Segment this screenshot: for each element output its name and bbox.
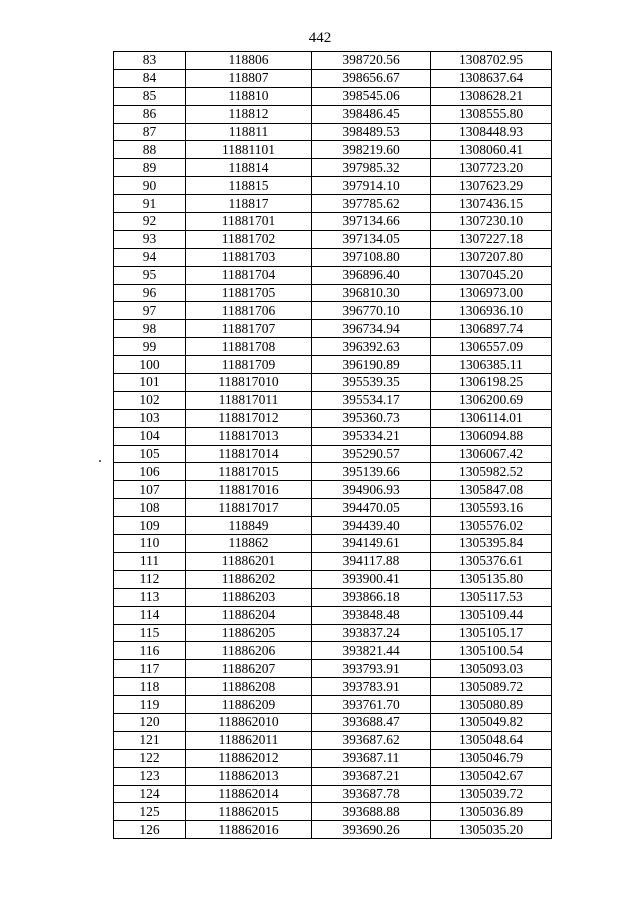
- coord-y-cell: 1306973.00: [431, 284, 552, 302]
- coord-y-cell: 1307723.20: [431, 159, 552, 177]
- point-id-cell: 11881706: [186, 302, 312, 320]
- row-index-cell: 100: [114, 356, 186, 374]
- table-row: [114, 731, 552, 749]
- coord-x-cell: 393848.48: [312, 606, 431, 624]
- row-index-cell: 102: [114, 391, 186, 409]
- point-id-cell: 118817012: [186, 409, 312, 427]
- table-row: [114, 463, 552, 481]
- row-index-cell: 108: [114, 499, 186, 517]
- table-row: [114, 69, 552, 87]
- coord-y-cell: 1306385.11: [431, 356, 552, 374]
- table-row: [114, 481, 552, 499]
- row-index-cell: 92: [114, 213, 186, 231]
- table-row: [114, 696, 552, 714]
- row-index-cell: 126: [114, 821, 186, 839]
- coord-x-cell: 393793.91: [312, 660, 431, 678]
- coord-x-cell: 393900.41: [312, 570, 431, 588]
- point-id-cell: 118815: [186, 177, 312, 195]
- point-id-cell: 11886203: [186, 588, 312, 606]
- coord-y-cell: 1305049.82: [431, 713, 552, 731]
- point-id-cell: 118862015: [186, 803, 312, 821]
- coord-x-cell: 394149.61: [312, 535, 431, 553]
- coord-y-cell: 1307045.20: [431, 266, 552, 284]
- table-row: [114, 266, 552, 284]
- point-id-cell: 118810: [186, 87, 312, 105]
- point-id-cell: 11886202: [186, 570, 312, 588]
- coord-y-cell: 1305395.84: [431, 535, 552, 553]
- table-row: [114, 713, 552, 731]
- point-id-cell: 118811: [186, 123, 312, 141]
- coordinates-table: [113, 51, 552, 839]
- point-id-cell: 11886207: [186, 660, 312, 678]
- point-id-cell: 118862016: [186, 821, 312, 839]
- coord-x-cell: 398486.45: [312, 105, 431, 123]
- table-row: [114, 141, 552, 159]
- row-index-cell: 112: [114, 570, 186, 588]
- coord-y-cell: 1307230.10: [431, 213, 552, 231]
- row-index-cell: 115: [114, 624, 186, 642]
- table-row: [114, 427, 552, 445]
- table-row: [114, 409, 552, 427]
- point-id-cell: 11881101: [186, 141, 312, 159]
- row-index-cell: 113: [114, 588, 186, 606]
- table-row: [114, 499, 552, 517]
- table-row: [114, 624, 552, 642]
- row-index-cell: 84: [114, 69, 186, 87]
- coord-x-cell: 393687.11: [312, 749, 431, 767]
- row-index-cell: 86: [114, 105, 186, 123]
- row-index-cell: 98: [114, 320, 186, 338]
- coordinates-table-body: [114, 52, 552, 839]
- table-row: [114, 87, 552, 105]
- row-index-cell: 101: [114, 374, 186, 392]
- coord-y-cell: 1305039.72: [431, 785, 552, 803]
- point-id-cell: 11881701: [186, 213, 312, 231]
- table-row: [114, 606, 552, 624]
- coord-y-cell: 1306897.74: [431, 320, 552, 338]
- table-row: [114, 123, 552, 141]
- coord-x-cell: 397914.10: [312, 177, 431, 195]
- coord-x-cell: 398545.06: [312, 87, 431, 105]
- coord-y-cell: 1306067.42: [431, 445, 552, 463]
- coord-y-cell: 1306557.09: [431, 338, 552, 356]
- row-index-cell: 87: [114, 123, 186, 141]
- coord-x-cell: 396190.89: [312, 356, 431, 374]
- coord-x-cell: 398219.60: [312, 141, 431, 159]
- table-row: [114, 284, 552, 302]
- coord-y-cell: 1305046.79: [431, 749, 552, 767]
- table-row: [114, 552, 552, 570]
- table-row: [114, 785, 552, 803]
- table-row: [114, 803, 552, 821]
- point-id-cell: 118862012: [186, 749, 312, 767]
- point-id-cell: 11886208: [186, 678, 312, 696]
- point-id-cell: 11881708: [186, 338, 312, 356]
- coord-x-cell: 398489.53: [312, 123, 431, 141]
- coord-y-cell: 1305089.72: [431, 678, 552, 696]
- coord-x-cell: 395139.66: [312, 463, 431, 481]
- coord-y-cell: 1307623.29: [431, 177, 552, 195]
- row-index-cell: 120: [114, 713, 186, 731]
- coord-x-cell: 396392.63: [312, 338, 431, 356]
- coord-x-cell: 397134.05: [312, 230, 431, 248]
- point-id-cell: 118849: [186, 517, 312, 535]
- table-row: [114, 642, 552, 660]
- coord-x-cell: 396810.30: [312, 284, 431, 302]
- row-index-cell: 121: [114, 731, 186, 749]
- coord-x-cell: 395360.73: [312, 409, 431, 427]
- coord-x-cell: 394906.93: [312, 481, 431, 499]
- coord-x-cell: 398720.56: [312, 52, 431, 70]
- row-index-cell: 83: [114, 52, 186, 70]
- page-number: 442: [308, 30, 332, 46]
- coord-x-cell: 393761.70: [312, 696, 431, 714]
- table-row: [114, 195, 552, 213]
- table-row: [114, 767, 552, 785]
- coord-y-cell: 1305982.52: [431, 463, 552, 481]
- point-id-cell: 11881705: [186, 284, 312, 302]
- coord-y-cell: 1305847.08: [431, 481, 552, 499]
- coord-y-cell: 1305105.17: [431, 624, 552, 642]
- coord-y-cell: 1305100.54: [431, 642, 552, 660]
- point-id-cell: 11881704: [186, 266, 312, 284]
- coord-y-cell: 1308448.93: [431, 123, 552, 141]
- point-id-cell: 118862: [186, 535, 312, 553]
- row-index-cell: 106: [114, 463, 186, 481]
- scan-artifact-dot: [99, 460, 101, 462]
- coord-y-cell: 1306094.88: [431, 427, 552, 445]
- row-index-cell: 89: [114, 159, 186, 177]
- row-index-cell: 85: [114, 87, 186, 105]
- coord-x-cell: 394439.40: [312, 517, 431, 535]
- coord-y-cell: 1305080.89: [431, 696, 552, 714]
- row-index-cell: 109: [114, 517, 186, 535]
- coord-y-cell: 1308060.41: [431, 141, 552, 159]
- coord-x-cell: 393688.88: [312, 803, 431, 821]
- row-index-cell: 93: [114, 230, 186, 248]
- table-row: [114, 391, 552, 409]
- point-id-cell: 118817015: [186, 463, 312, 481]
- coord-y-cell: 1305035.20: [431, 821, 552, 839]
- row-index-cell: 97: [114, 302, 186, 320]
- row-index-cell: 103: [114, 409, 186, 427]
- table-row: [114, 159, 552, 177]
- row-index-cell: 110: [114, 535, 186, 553]
- coord-x-cell: 396770.10: [312, 302, 431, 320]
- coord-y-cell: 1305117.53: [431, 588, 552, 606]
- table-row: [114, 445, 552, 463]
- point-id-cell: 118817011: [186, 391, 312, 409]
- coord-x-cell: 397134.66: [312, 213, 431, 231]
- table-row: [114, 177, 552, 195]
- point-id-cell: 11881703: [186, 248, 312, 266]
- coord-x-cell: 396896.40: [312, 266, 431, 284]
- table-row: [114, 213, 552, 231]
- table-row: [114, 535, 552, 553]
- point-id-cell: 11886209: [186, 696, 312, 714]
- point-id-cell: 118817013: [186, 427, 312, 445]
- row-index-cell: 116: [114, 642, 186, 660]
- coord-y-cell: 1305036.89: [431, 803, 552, 821]
- coord-x-cell: 395334.21: [312, 427, 431, 445]
- table-row: [114, 678, 552, 696]
- row-index-cell: 107: [114, 481, 186, 499]
- row-index-cell: 104: [114, 427, 186, 445]
- table-row: [114, 302, 552, 320]
- coord-y-cell: 1308702.95: [431, 52, 552, 70]
- point-id-cell: 118812: [186, 105, 312, 123]
- row-index-cell: 124: [114, 785, 186, 803]
- coord-x-cell: 397108.80: [312, 248, 431, 266]
- table-row: [114, 749, 552, 767]
- table-row: [114, 230, 552, 248]
- table-row: [114, 356, 552, 374]
- point-id-cell: 11881707: [186, 320, 312, 338]
- coord-x-cell: 397785.62: [312, 195, 431, 213]
- coord-y-cell: 1305093.03: [431, 660, 552, 678]
- point-id-cell: 118814: [186, 159, 312, 177]
- table-row: [114, 588, 552, 606]
- row-index-cell: 105: [114, 445, 186, 463]
- coord-y-cell: 1307436.15: [431, 195, 552, 213]
- row-index-cell: 99: [114, 338, 186, 356]
- coord-x-cell: 394117.88: [312, 552, 431, 570]
- coord-y-cell: 1308637.64: [431, 69, 552, 87]
- coord-y-cell: 1308555.80: [431, 105, 552, 123]
- table-row: [114, 338, 552, 356]
- row-index-cell: 123: [114, 767, 186, 785]
- coord-y-cell: 1305109.44: [431, 606, 552, 624]
- coord-x-cell: 397985.32: [312, 159, 431, 177]
- coord-x-cell: 393821.44: [312, 642, 431, 660]
- point-id-cell: 11886204: [186, 606, 312, 624]
- coord-y-cell: 1306114.01: [431, 409, 552, 427]
- coord-y-cell: 1305593.16: [431, 499, 552, 517]
- coord-y-cell: 1305042.67: [431, 767, 552, 785]
- point-id-cell: 11886201: [186, 552, 312, 570]
- point-id-cell: 11881702: [186, 230, 312, 248]
- table-row: [114, 105, 552, 123]
- table-row: [114, 52, 552, 70]
- coord-x-cell: 398656.67: [312, 69, 431, 87]
- row-index-cell: 91: [114, 195, 186, 213]
- point-id-cell: 118862010: [186, 713, 312, 731]
- coord-y-cell: 1306936.10: [431, 302, 552, 320]
- coord-y-cell: 1305576.02: [431, 517, 552, 535]
- row-index-cell: 94: [114, 248, 186, 266]
- table-row: [114, 248, 552, 266]
- point-id-cell: 118806: [186, 52, 312, 70]
- coord-x-cell: 393866.18: [312, 588, 431, 606]
- coord-x-cell: 395534.17: [312, 391, 431, 409]
- row-index-cell: 96: [114, 284, 186, 302]
- coord-x-cell: 393690.26: [312, 821, 431, 839]
- coord-x-cell: 393687.62: [312, 731, 431, 749]
- coord-x-cell: 395539.35: [312, 374, 431, 392]
- point-id-cell: 118817016: [186, 481, 312, 499]
- coord-y-cell: 1308628.21: [431, 87, 552, 105]
- point-id-cell: 118817017: [186, 499, 312, 517]
- coord-x-cell: 393837.24: [312, 624, 431, 642]
- point-id-cell: 118817010: [186, 374, 312, 392]
- point-id-cell: 118817: [186, 195, 312, 213]
- row-index-cell: 119: [114, 696, 186, 714]
- point-id-cell: 11886205: [186, 624, 312, 642]
- coord-x-cell: 393783.91: [312, 678, 431, 696]
- point-id-cell: 118862013: [186, 767, 312, 785]
- point-id-cell: 11886206: [186, 642, 312, 660]
- point-id-cell: 11881709: [186, 356, 312, 374]
- row-index-cell: 118: [114, 678, 186, 696]
- point-id-cell: 118862011: [186, 731, 312, 749]
- coord-y-cell: 1307227.18: [431, 230, 552, 248]
- table-row: [114, 517, 552, 535]
- coord-x-cell: 394470.05: [312, 499, 431, 517]
- coord-y-cell: 1306200.69: [431, 391, 552, 409]
- coord-x-cell: 393687.21: [312, 767, 431, 785]
- row-index-cell: 125: [114, 803, 186, 821]
- row-index-cell: 114: [114, 606, 186, 624]
- table-row: [114, 660, 552, 678]
- coord-y-cell: 1306198.25: [431, 374, 552, 392]
- table-row: [114, 821, 552, 839]
- row-index-cell: 117: [114, 660, 186, 678]
- table-row: [114, 320, 552, 338]
- coord-x-cell: 396734.94: [312, 320, 431, 338]
- row-index-cell: 90: [114, 177, 186, 195]
- coord-x-cell: 393687.78: [312, 785, 431, 803]
- row-index-cell: 122: [114, 749, 186, 767]
- point-id-cell: 118807: [186, 69, 312, 87]
- row-index-cell: 88: [114, 141, 186, 159]
- row-index-cell: 111: [114, 552, 186, 570]
- coord-x-cell: 395290.57: [312, 445, 431, 463]
- coord-y-cell: 1305048.64: [431, 731, 552, 749]
- table-row: [114, 570, 552, 588]
- coord-y-cell: 1305135.80: [431, 570, 552, 588]
- point-id-cell: 118862014: [186, 785, 312, 803]
- point-id-cell: 118817014: [186, 445, 312, 463]
- coord-y-cell: 1305376.61: [431, 552, 552, 570]
- coord-x-cell: 393688.47: [312, 713, 431, 731]
- table-row: [114, 374, 552, 392]
- coord-y-cell: 1307207.80: [431, 248, 552, 266]
- row-index-cell: 95: [114, 266, 186, 284]
